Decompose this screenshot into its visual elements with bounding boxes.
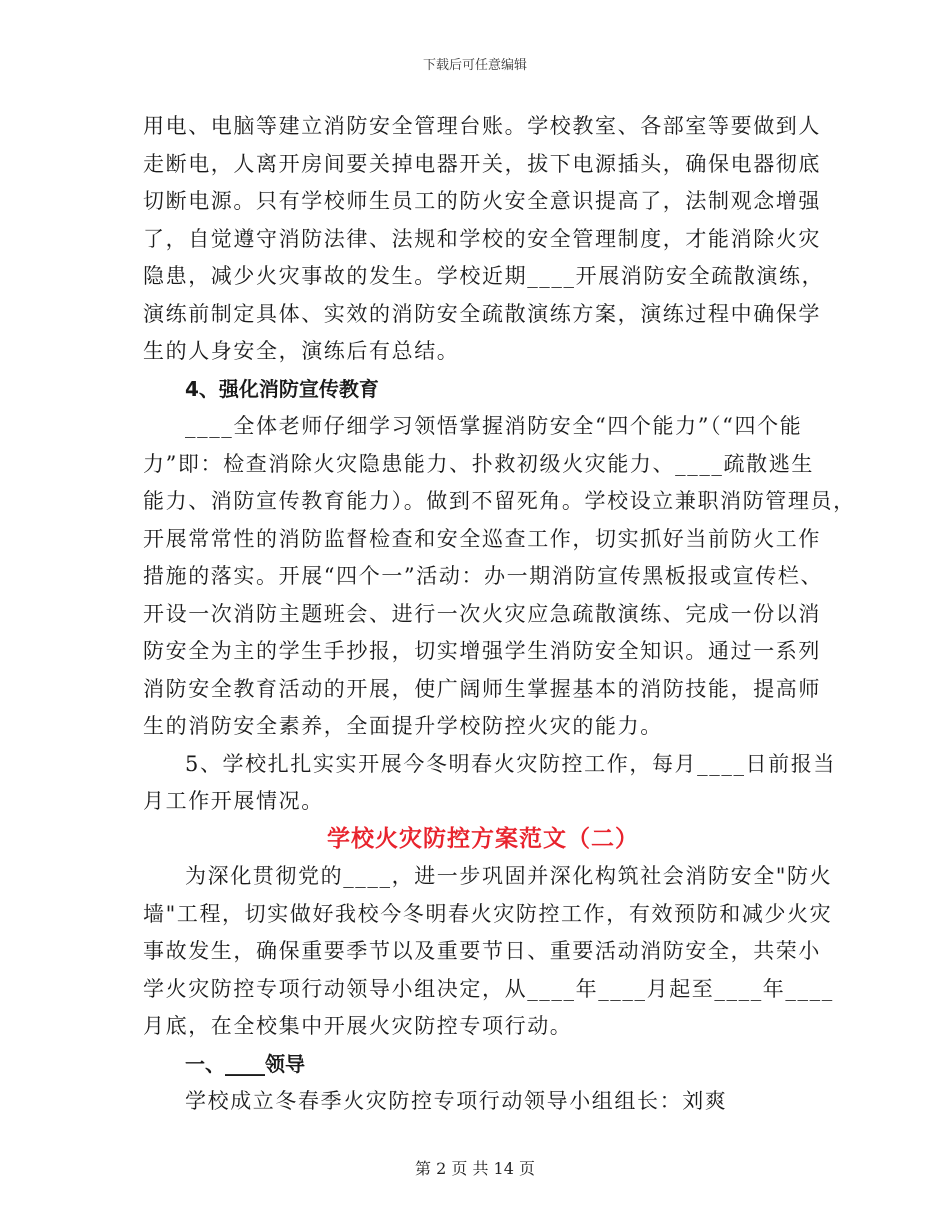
document-body <box>143 108 856 1121</box>
page-header-note: 下载后可任意编辑 <box>422 58 527 73</box>
text-line: 学火灾防控专项行动领导小组决定，从____年____月起至____年____ <box>143 976 834 1001</box>
text-line: 生的消防安全素养，全面提升学校防控火灾的能力。 <box>143 714 663 738</box>
text-line: 月工作开展情况。 <box>143 789 324 813</box>
text-line: 走断电，人离开房间要关掉电器开关，拔下电源插头，确保电器彻底 <box>143 151 821 176</box>
text-line: 了，自觉遵守消防法律、法规和学校的安全管理制度，才能消除火灾 <box>143 226 821 251</box>
text-line: 开设一次消防主题班会、进行一次火灾应急疏散演练、完成一份以消 <box>143 601 821 626</box>
text-line: ____全体老师仔细学习领悟掌握消防安全“四个能力”（“四个能 <box>185 414 803 438</box>
text-line: 防安全为主的学生手抄报，切实增强学生消防安全知识。通过一系列 <box>143 639 821 663</box>
paragraph-fire-safety-ledger <box>143 108 823 371</box>
text-line: 措施的落实。开展“四个一”活动：办一期消防宣传黑板报或宣传栏、 <box>143 564 824 588</box>
text-line: 力”即：检查消除火灾隐患能力、扑救初级火灾能力、____疏散逃生 <box>143 451 814 476</box>
text-line: 5、学校扎扎实实开展今冬明春火灾防控工作，每月____日前报当 <box>185 751 836 776</box>
text-line: 能力、消防宣传教育能力）。做到不留死角。学校设立兼职消防管理员， <box>143 489 856 513</box>
text-line: 隐患，减少火灾事故的发生。学校近期____开展消防安全疏散演练， <box>143 264 825 288</box>
text-line: 墙"工程，切实做好我校今冬明春火灾防控工作，有效预防和减少火灾 <box>143 901 833 926</box>
text-line: 切断电源。只有学校师生员工的防火安全意识提高了，法制观念增强 <box>143 189 821 213</box>
text-line: 为深化贯彻党的____，进一步巩固并深化构筑社会消防安全"防火 <box>185 864 833 888</box>
text-line: 演练前制定具体、实效的消防安全疏散演练方案，演练过程中确保学 <box>143 301 821 326</box>
text-line: 学校成立冬春季火灾防控专项行动领导小组组长：刘爽 <box>185 1089 728 1113</box>
paragraph-leadership <box>143 1083 823 1121</box>
text-line: 用电、电脑等建立消防安全管理台账。学校教室、各部室等要做到人 <box>143 114 821 138</box>
paragraph-item-5 <box>143 746 836 821</box>
document-title: 学校火灾防控方案范文（二） <box>327 825 639 852</box>
paragraph-intro <box>143 858 834 1046</box>
text-line: 生的人身安全，演练后有总结。 <box>143 339 460 363</box>
paragraph-publicity-education <box>143 408 856 746</box>
text-line: 消防安全教育活动的开展，使广阔师生掌握基本的消防技能，提高师 <box>143 676 821 701</box>
section-heading-1: 一、____领导 <box>185 1051 305 1076</box>
text-line: 月底，在全校集中开展火灾防控专项行动。 <box>143 1014 573 1038</box>
page-footer-number: 第 2 页 共 14 页 <box>415 1159 535 1178</box>
text-line: 开展常常性的消防监督检查和安全巡查工作，切实抓好当前防火工作 <box>143 526 821 551</box>
text-line: 事故发生，确保重要季节以及重要节日、重要活动消防安全，共荣小 <box>143 939 821 963</box>
section-heading-4: 4、强化消防宣传教育 <box>185 376 379 401</box>
